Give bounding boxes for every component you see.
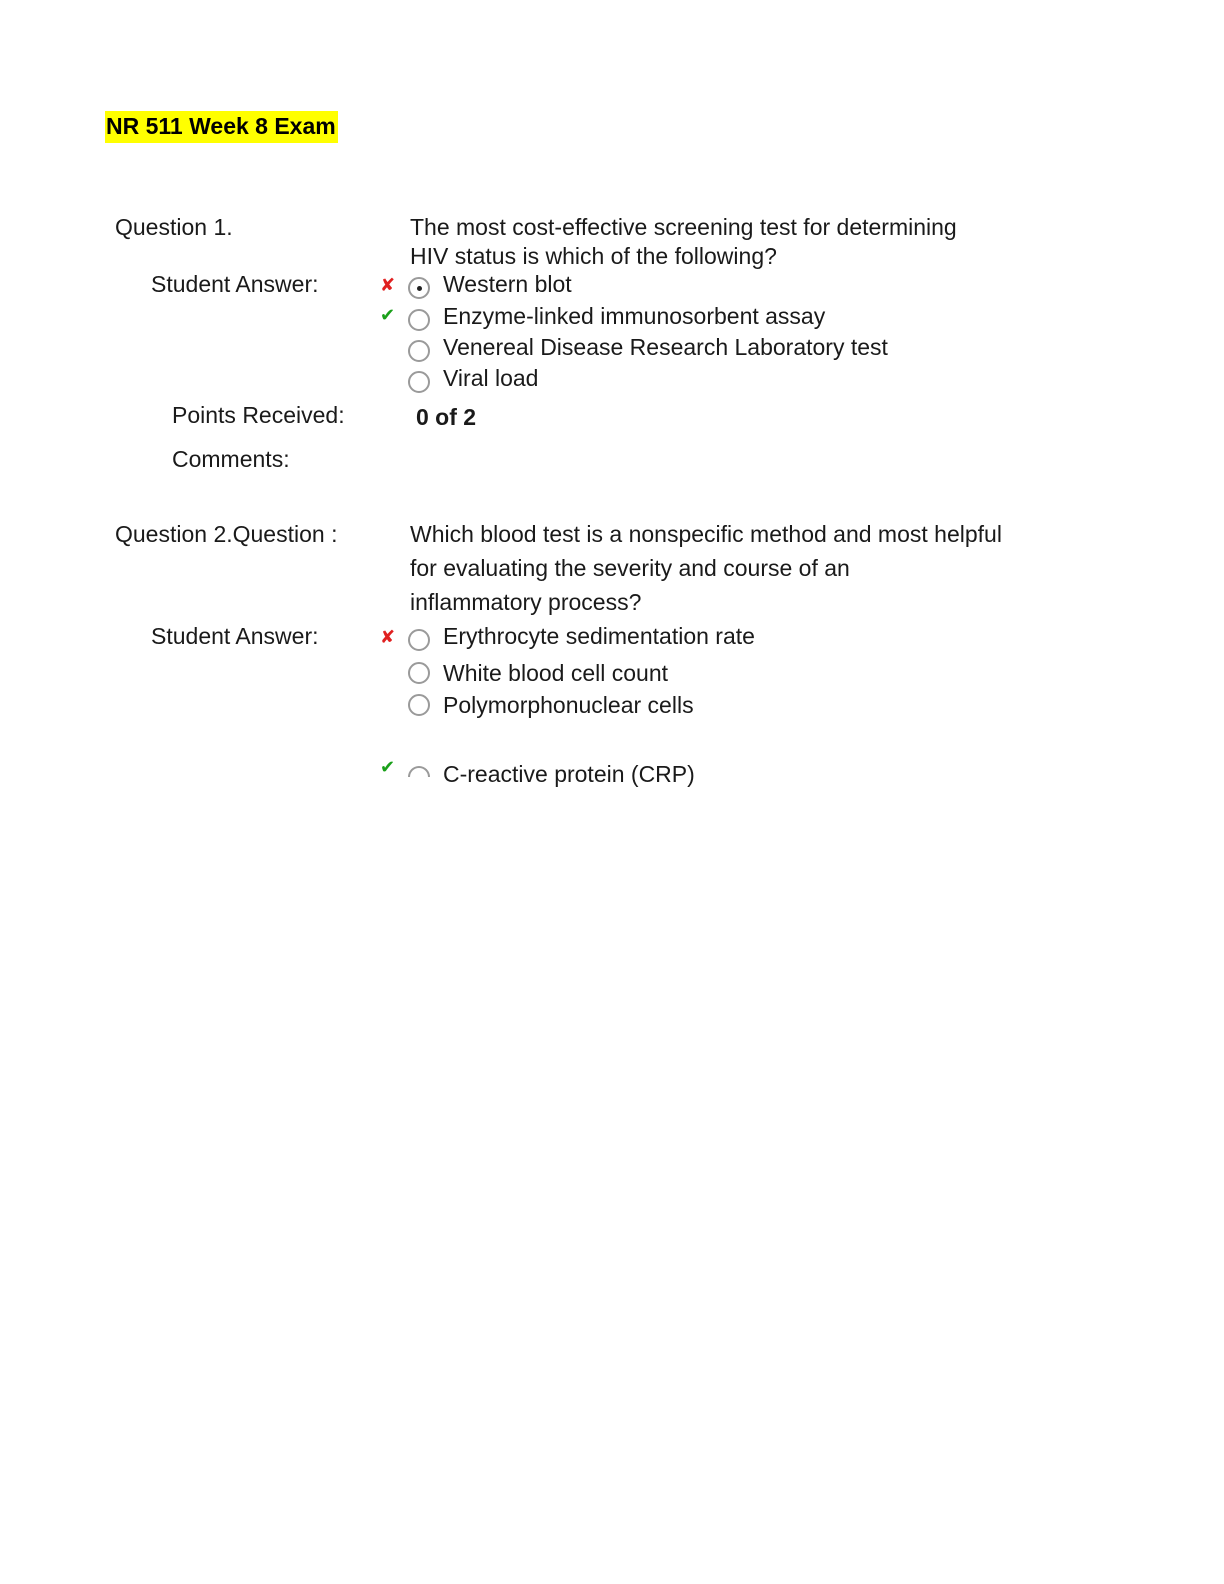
radio-button[interactable] [408,694,430,716]
question-2-label: Question 2.Question : [115,521,338,547]
radio-button[interactable] [408,766,430,777]
radio-button[interactable] [408,662,430,684]
radio-button[interactable] [408,309,430,331]
question-2-text-line-2: for evaluating the severity and course of an [410,555,850,581]
question-1-text-line-2: HIV status is which of the following? [410,243,777,269]
question-2-text-line-1: Which blood test is a nonspecific method and most helpful [410,521,1002,547]
question-1-text-line-1: The most cost-effective screening test for determining [410,214,957,240]
question-2-option-4: C-reactive protein (CRP) [443,761,695,787]
comments-label: Comments: [172,446,290,472]
radio-button-selected[interactable] [408,277,430,299]
correct-check-icon: ✔ [380,305,396,325]
question-1-option-3: Venereal Disease Research Laboratory test [443,334,888,360]
question-1-option-2: Enzyme-linked immunosorbent assay [443,303,826,329]
radio-button[interactable] [408,371,430,393]
points-received-value: 0 of 2 [416,404,477,430]
question-2-option-1: Erythrocyte sedimentation rate [443,623,755,649]
question-2-option-2: White blood cell count [443,660,669,686]
radio-button[interactable] [408,340,430,362]
correct-check-icon: ✔ [380,757,396,777]
question-2-student-answer-label: Student Answer: [151,623,319,649]
question-1-option-1: Western blot [443,271,572,297]
points-received-label: Points Received: [172,402,345,428]
incorrect-x-icon: ✘ [380,275,396,295]
question-1-student-answer-label: Student Answer: [151,271,319,297]
question-1-option-4: Viral load [443,365,539,391]
question-2-option-3: Polymorphonuclear cells [443,692,694,718]
document-title: NR 511 Week 8 Exam [105,111,338,143]
radio-button[interactable] [408,629,430,651]
question-1-label: Question 1. [115,214,233,240]
incorrect-x-icon: ✘ [380,627,396,647]
question-2-text-line-3: inflammatory process? [410,589,642,615]
